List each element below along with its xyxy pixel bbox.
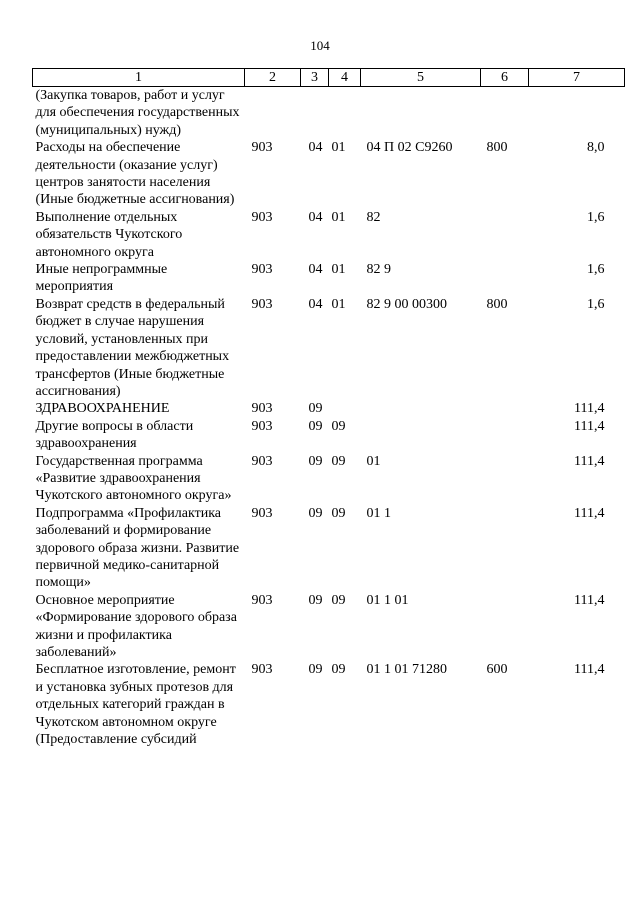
row-grbs: 903: [251, 262, 273, 278]
row-target-article: [361, 87, 481, 140]
row-amount: 111,4: [574, 453, 605, 469]
row-grbs: 903: [251, 592, 273, 608]
row-subsection: 09: [331, 453, 346, 469]
row-amount: [529, 87, 625, 140]
row-subsection: 01: [331, 296, 346, 312]
row-section: 09: [308, 662, 323, 678]
row-section: 09: [308, 505, 323, 521]
table-row: [33, 505, 625, 592]
row-target-article: 01 1 01 71280: [366, 662, 447, 678]
row-amount: 1,6: [587, 296, 605, 312]
row-name: Основное мероприятие «Формирование здорового образа жизни и профилактика заболеваний»: [35, 592, 237, 660]
row-expense-type: [481, 261, 529, 296]
row-target-article: [361, 400, 481, 417]
row-amount: 1,6: [587, 209, 605, 225]
row-subsection: [329, 400, 361, 417]
budget-table: [32, 68, 625, 748]
table-row: [33, 400, 625, 417]
row-expense-type: 800: [486, 140, 508, 156]
row-expense-type: [481, 418, 529, 453]
header-cell: 4: [329, 69, 361, 87]
row-target-article: 82: [366, 209, 381, 225]
row-target-article: [361, 418, 481, 453]
row-expense-type: [481, 453, 529, 505]
row-subsection: 09: [331, 418, 346, 434]
row-grbs: 903: [251, 296, 273, 312]
row-amount: 111,4: [574, 662, 605, 678]
table-row: [33, 661, 625, 748]
table-header: [33, 69, 625, 87]
row-expense-type: 800: [486, 296, 508, 312]
row-section: 04: [308, 262, 323, 278]
table-row: [33, 592, 625, 662]
table-row: [33, 296, 625, 400]
row-name: Расходы на обеспечение деятельности (оказание услуг) центров занятости населения (Иные бюджетные ассигнования): [35, 140, 235, 208]
header-cell: 7: [529, 69, 625, 87]
row-expense-type: [481, 400, 529, 417]
row-grbs: 903: [251, 505, 273, 521]
row-amount: 8,0: [587, 140, 605, 156]
row-section: 09: [308, 453, 323, 469]
row-grbs: 903: [251, 453, 273, 469]
row-subsection: 09: [331, 592, 346, 608]
row-grbs: 903: [251, 209, 273, 225]
row-amount: 111,4: [574, 505, 605, 521]
row-name: Другие вопросы в области здравоохранения: [35, 418, 194, 452]
header-cell: 6: [481, 69, 529, 87]
table-row: [33, 418, 625, 453]
row-section: 04: [308, 140, 323, 156]
table-row: [33, 139, 625, 209]
row-subsection: 09: [331, 662, 346, 678]
row-target-article: 01 1: [366, 505, 391, 521]
row-target-article: 04 П 02 С9260: [366, 140, 453, 156]
row-name: Государственная программа «Развитие здравоохранения Чукотского автономного округа»: [35, 453, 232, 504]
row-name: ЗДРАВООХРАНЕНИЕ: [35, 401, 170, 417]
table-row: [33, 453, 625, 505]
row-target-article: 82 9: [366, 262, 391, 278]
header-cell: 1: [33, 69, 245, 87]
row-name: (Закупка товаров, работ и услуг для обеспечения государственных (муниципальных) нужд): [35, 88, 240, 138]
row-section: 09: [308, 592, 323, 608]
row-expense-type: [481, 592, 529, 662]
row-subsection: 01: [331, 209, 346, 225]
row-name: Подпрограмма «Профилактика заболеваний и формирование здорового образа жизни. Развитие первичной медико-санитарной помощи»: [35, 505, 240, 591]
page-number: 104: [310, 38, 330, 53]
row-subsection: 01: [331, 140, 346, 156]
row-grbs: 903: [251, 418, 273, 434]
row-section: 04: [308, 296, 323, 312]
row-expense-type: [481, 505, 529, 592]
row-grbs: 903: [251, 662, 273, 678]
header-cell: 2: [245, 69, 301, 87]
row-target-article: 01 1 01: [366, 592, 409, 608]
row-name: Выполнение отдельных обязательств Чукотского автономного округа: [35, 209, 183, 260]
table-body: [33, 87, 625, 749]
row-subsection: [329, 87, 361, 140]
row-amount: 111,4: [574, 401, 605, 417]
row-expense-type: [481, 209, 529, 261]
row-subsection: 09: [331, 505, 346, 521]
table-row: [33, 209, 625, 261]
row-amount: 111,4: [574, 592, 605, 608]
row-subsection: 01: [331, 262, 346, 278]
row-section: [301, 87, 329, 140]
row-section: 04: [308, 209, 323, 225]
row-target-article: 82 9 00 00300: [366, 296, 447, 312]
row-name: Возврат средств в федеральный бюджет в случае нарушения условий, установленных при предоставлении межбюджетных трансфертов (Иные бюджетные ассигнования): [35, 296, 230, 399]
row-section: 09: [308, 401, 323, 417]
table-row: [33, 261, 625, 296]
row-name: Иные непрограммные мероприятия: [35, 262, 168, 295]
row-target-article: 01: [366, 453, 381, 469]
row-grbs: 903: [251, 401, 273, 417]
table-row: [33, 87, 625, 140]
row-amount: 1,6: [587, 262, 605, 278]
header-cell: 5: [361, 69, 481, 87]
row-section: 09: [308, 418, 323, 434]
row-expense-type: [481, 87, 529, 140]
row-expense-type: 600: [486, 662, 508, 678]
row-grbs: [245, 87, 301, 140]
row-name: Бесплатное изготовление, ремонт и установка зубных протезов для отдельных категорий граждан в Чукотском автономном округе (Предоставление субсидий: [35, 662, 236, 748]
row-amount: 111,4: [574, 418, 605, 434]
row-grbs: 903: [251, 140, 273, 156]
header-cell: 3: [301, 69, 329, 87]
